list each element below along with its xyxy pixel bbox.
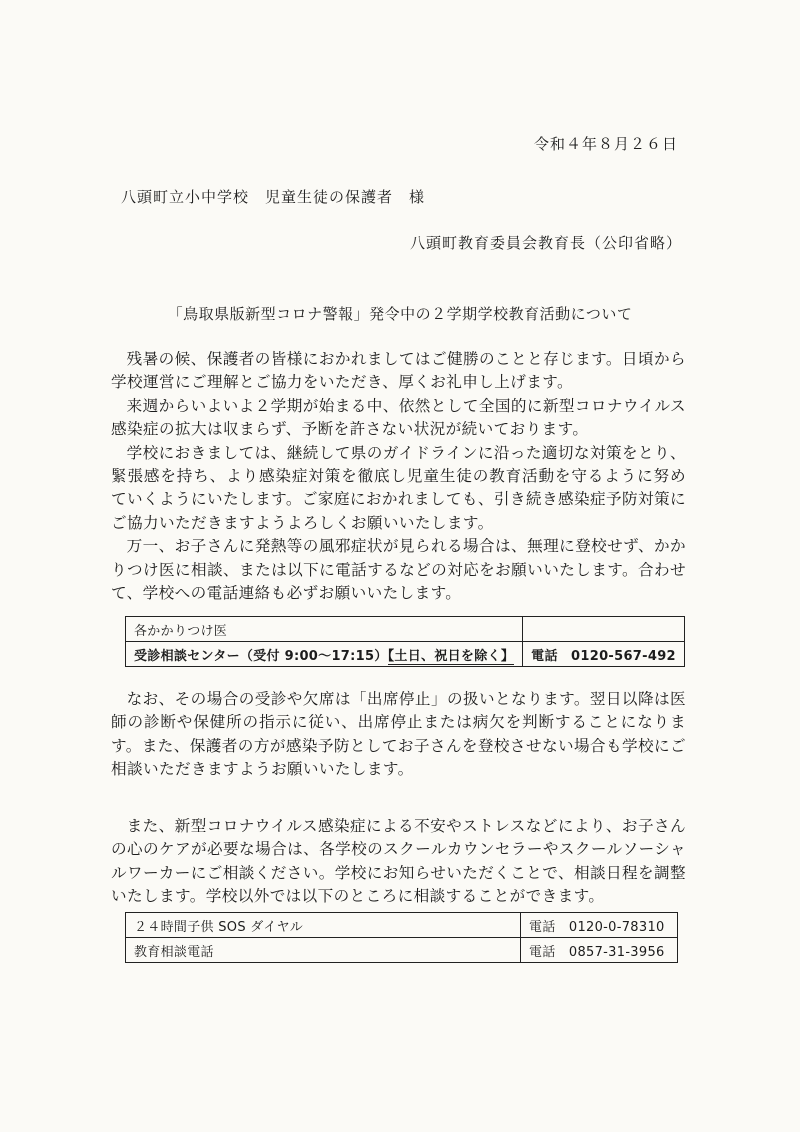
contact-name: 教育相談電話 (126, 938, 521, 963)
paragraph-attendance: なお、その場合の受診や欠席は「出席停止」の扱いとなります。翌日以降は医師の診断や保健所の指示に従い、出席停止または病欠を判断することになります。また、保護者の方が感染予防としてお子さんを登校させない場合も学校にご相談いただきますようお願いいたします。 (111, 690, 686, 779)
consultation-table (125, 616, 685, 667)
letter-date: 令和４年８月２６日 (533, 135, 678, 153)
table-row (126, 642, 685, 667)
contact-phone: 電話 0120-567-492 (523, 642, 685, 667)
body-section-3 (111, 815, 686, 909)
body-section-1 (111, 348, 686, 605)
contact-name (126, 642, 523, 667)
contact-name: 各かかりつけ医 (126, 617, 523, 642)
paragraph-fever-guidance: 万一、お子さんに発熱等の風邪症状が見られる場合は、無理に登校せず、かかりつけ医に相談、または以下に電話するなどの対応をお願いいたします。合わせて、学校への電話連絡も必ずお願いいたします。 (111, 537, 686, 603)
table-row (126, 938, 678, 963)
paragraph-greeting: 残暑の候、保護者の皆様におかれましてはご健勝のことと存じます。日頃から学校運営にご理解とご協力をいただき、厚くお礼申し上げます。 (111, 350, 686, 392)
paragraph-situation: 来週からいよいよ２学期が始まる中、依然として全国的に新型コロナウイルス感染症の拡大は収まらず、予断を許さない状況が続いております。 (111, 396, 686, 439)
contact-phone (523, 617, 685, 642)
contact-name: ２４時間子供 SOS ダイヤル (126, 913, 521, 938)
table-row (126, 913, 678, 938)
letter-sender: 八頭町教育委員会教育長（公印省略） (409, 234, 682, 252)
table-row (126, 617, 685, 642)
consultation-center-name: 受診相談センター（受付 9:00～17:15） (134, 648, 388, 664)
letter-recipient: 八頭町立小中学校 児童生徒の保護者 様 (121, 188, 426, 206)
contact-phone: 電話 0120-0-78310 (521, 913, 678, 938)
support-contacts-table (125, 912, 678, 963)
letter-title: 「鳥取県版新型コロナ警報」発令中の２学期学校教育活動について (167, 305, 633, 323)
body-section-2 (111, 688, 686, 782)
contact-phone: 電話 0857-31-3956 (521, 938, 678, 963)
paragraph-mental-care: また、新型コロナウイルス感染症による不安やストレスなどにより、お子さんの心のケアが必要な場合は、各学校のスクールカウンセラーやスクールソーシャルワーカーにご相談ください。学校にお知らせいただくことで、相談日程を調整いたします。学校以外では以下のところに相談することができます。 (111, 817, 686, 906)
paragraph-school-measures: 学校におきましては、継続して県のガイドラインに沿った適切な対策をとり、緊張感を持ち、より感染症対策を徹底し児童生徒の教育活動を守るように努めていくようにいたします。ご家庭におかれましても、引き続き感染症予防対策にご協力いただきますようよろしくお願いいたします。 (111, 443, 686, 532)
consultation-center-note: 【土日、祝日を除く】 (387, 648, 515, 664)
